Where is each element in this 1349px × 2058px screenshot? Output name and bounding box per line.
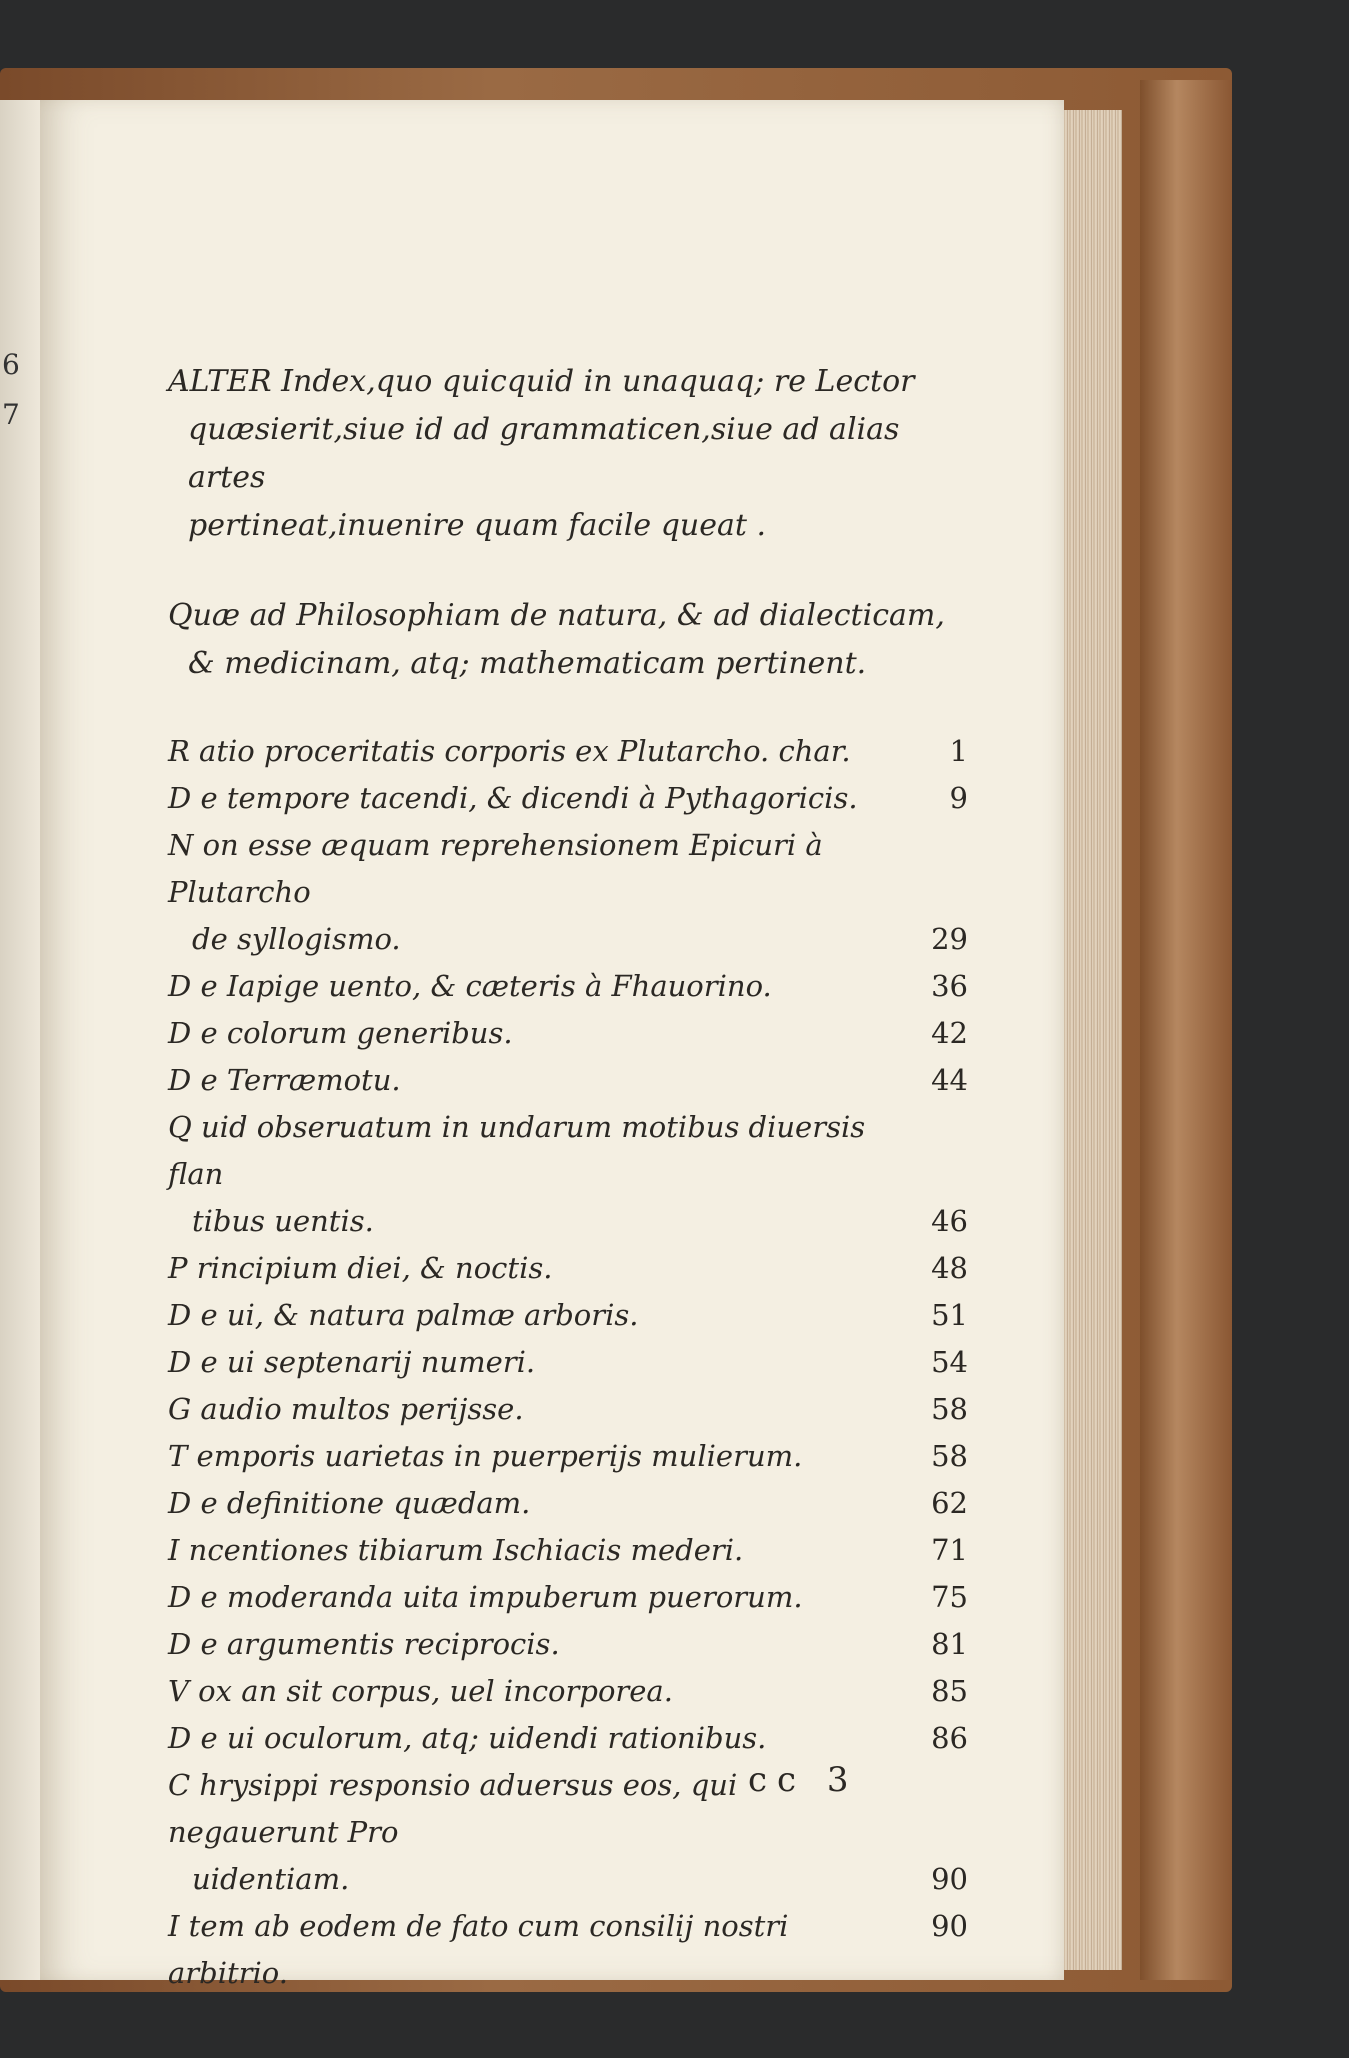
entry-page-number: 85	[931, 1674, 968, 1708]
entry-text: G audio multos perijsse.	[168, 1392, 524, 1426]
entry-text: D e ui septenarij numeri.	[168, 1345, 536, 1379]
entry-page-number: 42	[931, 1016, 968, 1050]
entry-page-number: 9	[949, 781, 968, 815]
facing-page-edge	[0, 100, 42, 1980]
page-text	[168, 358, 968, 1997]
entry-page-number: 62	[931, 1486, 968, 1520]
index-entry	[168, 1104, 968, 1198]
book-page	[40, 100, 1064, 1990]
entry-text: N on esse æquam reprehensionem Epicuri à Plutarcho	[168, 828, 823, 909]
entry-page-number: 29	[931, 922, 968, 956]
entry-page-number: 1	[949, 734, 968, 768]
entry-text: V ox an sit corpus, uel incorporea.	[168, 1674, 673, 1708]
entry-text: D e argumentis reciprocis.	[168, 1627, 560, 1661]
entry-text: P rincipium diei, & noctis.	[168, 1251, 553, 1285]
index-entry	[168, 822, 968, 916]
entry-text: D e colorum generibus.	[168, 1016, 513, 1050]
entry-text: D e definitione quædam.	[168, 1486, 531, 1520]
entry-page-number: 75	[931, 1580, 968, 1614]
signature-mark: cc 3	[748, 1760, 859, 1800]
index-entry	[168, 1292, 968, 1339]
index-entry	[168, 1433, 968, 1480]
entry-text: D e Iapige uento, & cæteris à Fhauorino.	[168, 969, 772, 1003]
entry-text: D e tempore tacendi, & dicendi à Pythagoricis.	[168, 781, 858, 815]
index-entry	[168, 1198, 968, 1245]
index-entries	[168, 728, 968, 1997]
facing-page-marks	[2, 340, 20, 440]
entry-page-number: 46	[931, 1204, 968, 1238]
entry-text: uidentiam.	[192, 1862, 350, 1896]
index-entry	[168, 963, 968, 1010]
entry-page-number: 44	[931, 1063, 968, 1097]
entry-page-number: 36	[931, 969, 968, 1003]
index-entry	[168, 916, 968, 963]
index-entry	[168, 1527, 968, 1574]
entry-page-number: 86	[931, 1721, 968, 1755]
index-entry	[168, 1574, 968, 1621]
entry-text: Q uid obseruatum in undarum motibus diuersis flan	[168, 1110, 866, 1191]
heading-line: ALTER Index,quo quicquid in unaquaq; re Lector	[168, 364, 915, 399]
heading-line: quæsierit,siue id ad grammaticen,siue ad alias artes	[188, 412, 900, 495]
entry-text: D e ui, & natura palmæ arboris.	[168, 1298, 639, 1332]
index-entry	[168, 1621, 968, 1668]
index-entry	[168, 775, 968, 822]
index-entry	[168, 1339, 968, 1386]
entry-page-number: 90	[931, 1909, 968, 1943]
entry-page-number: 58	[931, 1439, 968, 1473]
index-heading	[168, 358, 968, 550]
entry-text: R atio proceritatis corporis ex Plutarcho. char.	[168, 734, 851, 768]
index-entry	[168, 1010, 968, 1057]
index-entry	[168, 1480, 968, 1527]
facing-mark: 7	[2, 398, 20, 431]
entry-page-number: 48	[931, 1251, 968, 1285]
index-entry	[168, 728, 968, 775]
entry-page-number: 71	[931, 1533, 968, 1567]
facing-mark: 6	[2, 348, 20, 381]
entry-text: D e ui oculorum, atq; uidendi rationibus.	[168, 1721, 767, 1755]
index-entry	[168, 1057, 968, 1104]
entry-page-number: 90	[931, 1862, 968, 1896]
entry-text: I ncentiones tibiarum Ischiacis mederi.	[168, 1533, 744, 1567]
entry-text: D e Terræmotu.	[168, 1063, 401, 1097]
index-entry	[168, 1715, 968, 1762]
index-entry	[168, 1856, 968, 1903]
entry-text: tibus uentis.	[192, 1204, 374, 1238]
section-line: & medicinam, atq; mathematicam pertinent.	[188, 646, 867, 681]
section-heading	[168, 592, 968, 688]
index-entry	[168, 1903, 968, 1997]
cover-edge	[1140, 80, 1232, 1980]
entry-page-number: 51	[931, 1298, 968, 1332]
heading-line: pertineat,inuenire quam facile queat .	[188, 508, 766, 543]
entry-page-number: 81	[931, 1627, 968, 1661]
index-entry	[168, 1245, 968, 1292]
section-line: Quæ ad Philosophiam de natura, & ad dialecticam,	[168, 598, 945, 633]
entry-text: D e moderanda uita impuberum puerorum.	[168, 1580, 803, 1614]
entry-text: C hrysippi responsio aduersus eos, qui negauerunt Pro	[168, 1768, 738, 1849]
index-entry	[168, 1386, 968, 1433]
entry-page-number: 58	[931, 1392, 968, 1426]
entry-text: de syllogismo.	[192, 922, 401, 956]
index-entry	[168, 1668, 968, 1715]
entry-text: T emporis uarietas in puerperijs mulierum.	[168, 1439, 803, 1473]
entry-page-number: 54	[931, 1345, 968, 1379]
entry-text: I tem ab eodem de fato cum consilij nostri arbitrio.	[168, 1909, 789, 1990]
